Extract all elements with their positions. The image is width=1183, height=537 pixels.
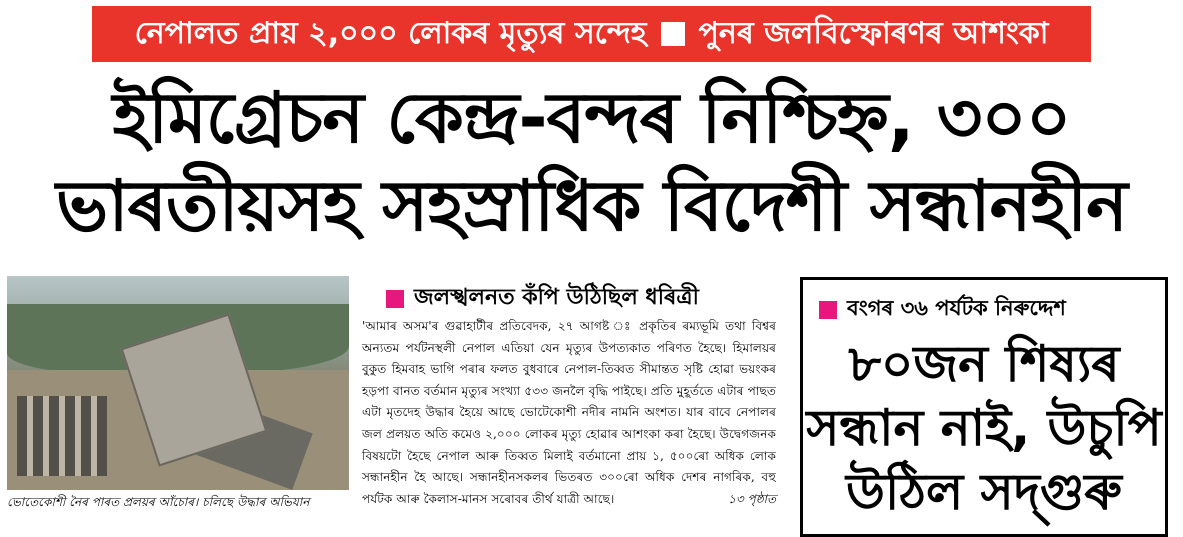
side-story-kicker: [819, 292, 1066, 327]
pink-bullet-icon: [386, 290, 404, 308]
side-story-box: [800, 277, 1168, 537]
side-story-title-line-2: সন্ধান নাই, উচুপি: [806, 399, 1162, 457]
headline-line-1: ইমিগ্ৰেচন কেন্দ্ৰ-বন্দৰ নিশ্চিহ্ন, ৩০০: [112, 77, 1071, 159]
banner-text-left: নেপালত প্ৰায় ২,০০০ লোকৰ মৃত্যুৰ সন্দেহ: [134, 15, 647, 51]
banner-text-right: পুনৰ জলবিস্ফোৰণৰ আশংকা: [698, 15, 1049, 51]
page-reference[interactable]: ১৩ পৃষ্ঠাত: [728, 491, 776, 506]
square-bullet-icon: [661, 22, 685, 46]
side-story-kicker-text: বংগৰ ৩৬ পৰ্যটক নিৰুদ্দেশ: [847, 296, 1066, 320]
article-body: [362, 316, 776, 510]
photo-caption: ভোতেকোশী নৈৰ পাৰত প্ৰলয়ৰ আঁচোৰ। চলিছে উদ্ধাৰ অভিযান: [7, 495, 310, 509]
top-banner: [92, 6, 1091, 62]
pink-bullet-icon: [819, 301, 837, 319]
photo-people: [17, 396, 107, 476]
side-story-title: [803, 332, 1165, 524]
article-subheading: [386, 280, 786, 317]
main-headline: [0, 74, 1183, 250]
side-story-title-line-1: ৮০জন শিষ্যৰ: [848, 335, 1120, 393]
news-photo: [7, 276, 349, 490]
headline-line-2: ভাৰতীয়সহ সহস্ৰাধিক বিদেশী সন্ধানহীন: [56, 165, 1127, 247]
article-subheading-text: জলস্খলনত কঁপি উঠিছিল ধৰিত্ৰী: [414, 285, 699, 310]
side-story-title-line-3: উঠিল সদ্‌গুৰু: [846, 463, 1122, 521]
article-body-text: 'আমাৰ অসম'ৰ গুৱাহাটীৰ প্ৰতিবেদক, ২৭ আগষ্ট ঃ প্ৰকৃতিৰ ৰম্যভূমি তথা বিশ্বৰ অন্যতম পৰ্যটনস্থলী নেপাল এতিয়া যেন মৃত্যুৰ উপত্যকাত পৰিণত হৈছে। হিমালয়ৰ বুকুত হিমবাহ ভাগি পৰাৰ ফলত বুধবাৰে নেপাল-তিব্বত সীমান্তত সৃষ্টি হোৱা ভয়ংকৰ হড়পা বানত বৰ্তমান মৃত্যুৰ সংখ্যা ৫৩৩ জনলৈ বৃদ্ধি পাইছে। প্ৰতি মুহূৰ্ততে এটাৰ পাছত এটা মৃতদেহ উদ্ধাৰ হৈয়ে আছে ভোটেকোশী নদীৰ নামনি অংশত। যাৰ বাবে নেপালৰ জল প্ৰলয়ত অতি কমেও ২,০০০ লোকৰ মৃত্যু হোৱাৰ আশংকা কৰা হৈছে। উদ্বেগজনক বিষয়টো হৈছে নেপাল আৰু তিব্বত মিলাই বৰ্তমানো প্ৰায় ১, ৫০০ৰো অধিক লোক সন্ধানহীন হৈ আছে। সন্ধানহীনসকলৰ ভিতৰত ৩০০ৰো অধিক দেশৰ নাগৰিক, বহু পৰ্যটক আৰু কৈলাস-মানস সৰোবৰ তীৰ্থ যাত্ৰী আছে।: [362, 319, 776, 506]
